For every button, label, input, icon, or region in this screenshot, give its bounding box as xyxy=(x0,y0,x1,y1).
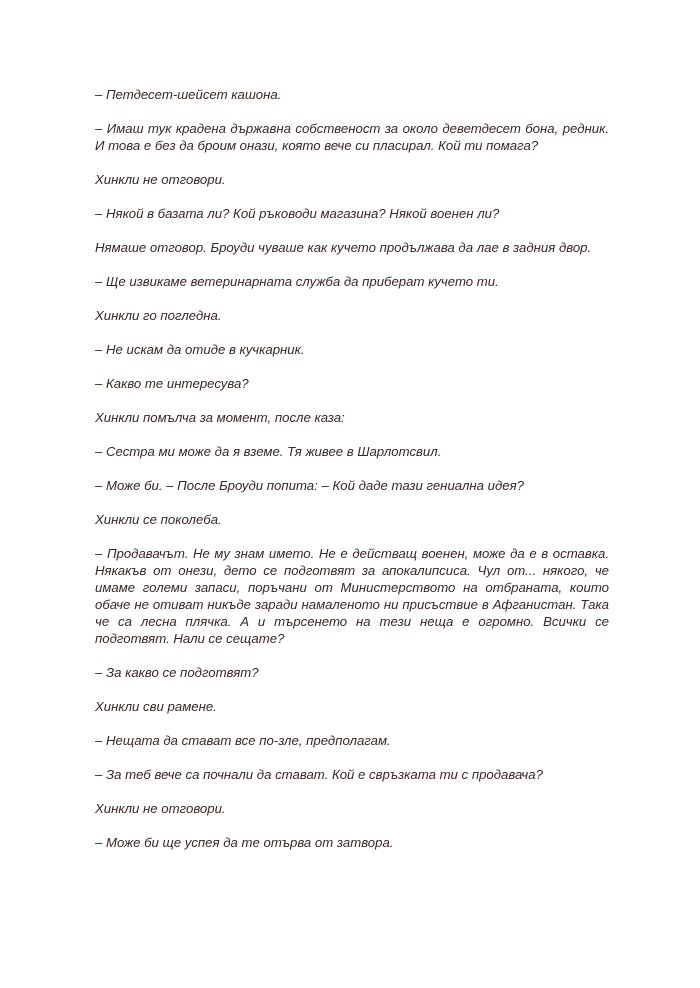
paragraph: – Ще извикаме ветеринарната служба да приберат кучето ти. xyxy=(95,274,499,289)
paragraph: – Някой в базата ли? Кой ръководи магазина? Някой военен ли? xyxy=(95,206,500,221)
paragraph: – Нещата да стават все по-зле, предполагам. xyxy=(95,733,391,748)
paragraph: – Петдесет-шейсет кашона. xyxy=(95,87,282,102)
paragraph: Хинкли сви рамене. xyxy=(95,699,217,714)
paragraph: – Не искам да отиде в кучкарник. xyxy=(95,342,305,357)
paragraph: – Продавачът. Не му знам името. Не е действащ военен, може да е в оставка. Някакъв от онези, дето се подготвят за апокалипсиса. Чул от... някого, че имаме големи запаси, поръчани от Министерството на отбраната, които обаче не отиват никъде заради намаленото ни присъствие в Афганистан. Така че са лесна плячка. А и търсенето на тези неща е огромно. Всички се подготвят. Нали се сещате? xyxy=(95,546,609,646)
paragraph: – Може би. – После Броуди попита: – Кой даде тази гениална идея? xyxy=(95,478,524,493)
paragraph: – За теб вече са почнали да стават. Кой е свръзката ти с продавача? xyxy=(95,767,543,782)
paragraph: Хинкли се поколеба. xyxy=(95,512,222,527)
paragraph: Хинкли помълча за момент, после каза: xyxy=(95,410,345,425)
paragraph: Хинкли не отговори. xyxy=(95,801,226,816)
paragraph: – Може би ще успея да те отърва от затвора. xyxy=(95,835,394,850)
paragraph: Нямаше отговор. Броуди чуваше как кучето продължава да лае в задния двор. xyxy=(95,240,592,255)
document-body xyxy=(95,86,609,868)
paragraph: – Какво те интересува? xyxy=(95,376,249,391)
paragraph: Хинкли не отговори. xyxy=(95,172,226,187)
paragraph: – Сестра ми може да я вземе. Тя живее в Шарлотсвил. xyxy=(95,444,442,459)
paragraph: – За какво се подготвят? xyxy=(95,665,259,680)
paragraph: – Имаш тук крадена държавна собственост за около деветдесет бона, редник. И това е без да броим онази, която вече си пласирал. Кой ти помага? xyxy=(95,121,609,153)
paragraph: Хинкли го погледна. xyxy=(95,308,222,323)
